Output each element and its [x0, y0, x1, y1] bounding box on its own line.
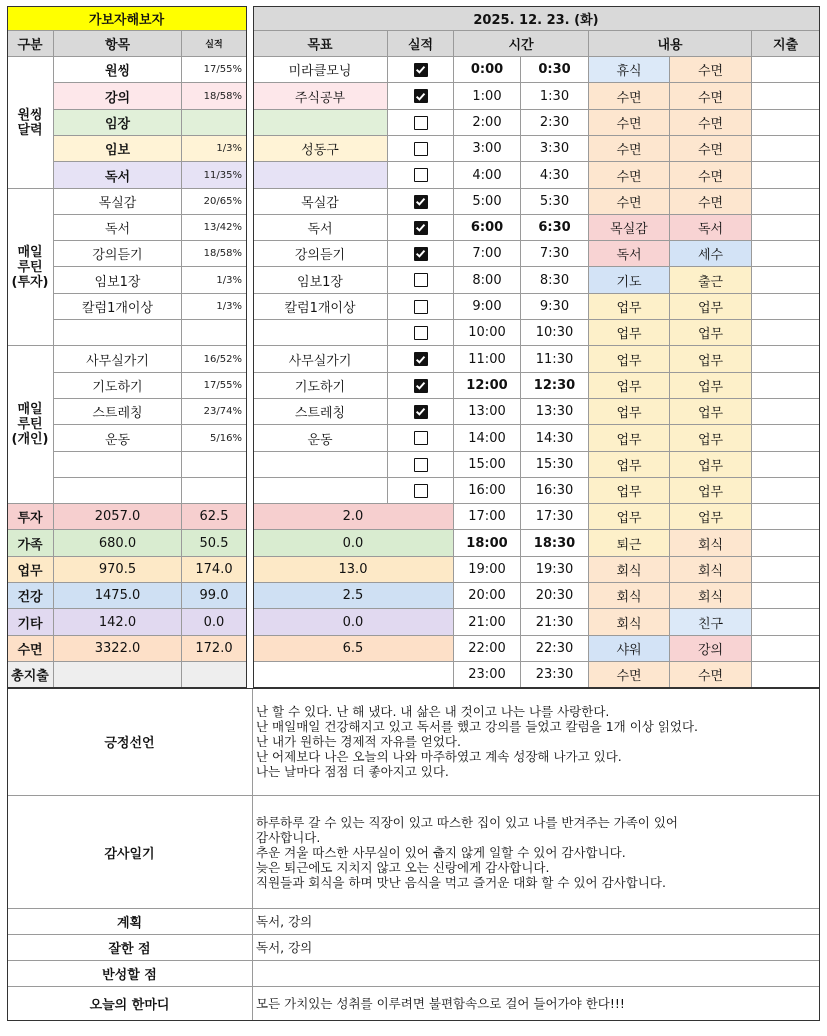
activity-first-half: 업무	[589, 425, 670, 452]
checkbox-checked[interactable]	[414, 89, 428, 103]
gratitude-label: 감사일기	[7, 796, 253, 909]
time-end: 1:30	[521, 83, 589, 110]
summary-value-2: 174.0	[182, 557, 247, 583]
check-cell	[388, 241, 454, 267]
goal-text	[253, 110, 388, 136]
time-end: 3:30	[521, 136, 589, 162]
activity-second-half: 세수	[670, 241, 752, 267]
goal-text: 사무실가기	[253, 346, 388, 373]
sheet-title: 가보자해보자	[7, 6, 247, 31]
time-start: 22:00	[454, 636, 521, 662]
item-label: 목실감	[54, 189, 182, 215]
time-start: 5:00	[454, 189, 521, 215]
goal-text: 스트레칭	[253, 399, 388, 425]
time-start: 18:00	[454, 530, 521, 557]
item-label: 운동	[54, 425, 182, 452]
gratitude-line: 감사합니다.	[256, 829, 321, 845]
checkbox-unchecked[interactable]	[414, 458, 428, 472]
activity-first-half: 업무	[589, 294, 670, 320]
group-label-line: 달력	[17, 122, 43, 138]
expense-cell[interactable]	[752, 189, 820, 215]
time-start: 19:00	[454, 557, 521, 583]
check-cell	[388, 83, 454, 110]
goal-text: 목실감	[253, 189, 388, 215]
header-mokpyo: 목표	[253, 31, 388, 57]
checkbox-checked[interactable]	[414, 63, 428, 77]
summary-label: 총지출	[7, 662, 54, 688]
checkbox-checked[interactable]	[414, 405, 428, 419]
time-start: 17:00	[454, 504, 521, 530]
item-performance: 23/74%	[182, 399, 247, 425]
summary-value-1: 1475.0	[54, 583, 182, 609]
activity-second-half: 업무	[670, 320, 752, 346]
activity-second-half: 수면	[670, 136, 752, 162]
activity-first-half: 샤워	[589, 636, 670, 662]
activity-first-half: 업무	[589, 346, 670, 373]
check-icon	[415, 354, 426, 365]
time-end: 18:30	[521, 530, 589, 557]
goal-text	[253, 320, 388, 346]
gratitude-line: 하루하루 갈 수 있는 직장이 있고 따스한 집이 있고 나를 반겨주는 가족이 있어	[256, 814, 679, 830]
check-cell	[388, 189, 454, 215]
plan-label: 계획	[7, 909, 253, 935]
activity-first-half: 회식	[589, 609, 670, 636]
item-label: 원씽	[54, 57, 182, 83]
today-word-label: 오늘의 한마디	[7, 987, 253, 1021]
checkbox-unchecked[interactable]	[414, 326, 428, 340]
item-label	[54, 320, 182, 346]
goal-text: 운동	[253, 425, 388, 452]
goal-text: 기도하기	[253, 373, 388, 399]
item-performance	[182, 110, 247, 136]
activity-second-half: 강의	[670, 636, 752, 662]
goal-text: 성동구	[253, 136, 388, 162]
activity-second-half: 수면	[670, 83, 752, 110]
expense-cell[interactable]	[752, 57, 820, 83]
today-word-value[interactable]: 모든 가치있는 성취를 이루려면 불편함속으로 걸어 들어가야 한다!!!	[253, 987, 820, 1021]
check-cell	[388, 478, 454, 504]
item-performance: 1/3%	[182, 294, 247, 320]
summary-value-3: 2.0	[253, 504, 454, 530]
group-label-line: (투자)	[11, 274, 49, 290]
expense-cell[interactable]	[752, 373, 820, 399]
group-label-line: 매일	[17, 244, 43, 260]
item-label: 독서	[54, 215, 182, 241]
activity-first-half: 회식	[589, 583, 670, 609]
time-end: 19:30	[521, 557, 589, 583]
header-sigan: 시간	[454, 31, 589, 57]
activity-second-half: 회식	[670, 557, 752, 583]
time-start: 13:00	[454, 399, 521, 425]
item-performance: 5/16%	[182, 425, 247, 452]
activity-first-half: 업무	[589, 399, 670, 425]
check-cell	[388, 57, 454, 83]
item-performance: 13/42%	[182, 215, 247, 241]
time-end: 12:30	[521, 373, 589, 399]
activity-second-half: 수면	[670, 57, 752, 83]
time-end: 21:30	[521, 609, 589, 636]
item-performance: 18/58%	[182, 241, 247, 267]
activity-second-half: 업무	[670, 425, 752, 452]
affirmation-line: 난 내가 원하는 경제적 자유를 얻었다.	[256, 734, 461, 749]
time-start: 20:00	[454, 583, 521, 609]
summary-label: 기타	[7, 609, 54, 636]
group-label-line: 원씽	[17, 107, 43, 123]
item-performance: 18/58%	[182, 83, 247, 110]
plan-value[interactable]: 독서, 강의	[253, 909, 820, 935]
time-start: 0:00	[454, 57, 521, 83]
time-start: 2:00	[454, 110, 521, 136]
activity-first-half: 업무	[589, 320, 670, 346]
activity-first-half: 기도	[589, 267, 670, 294]
expense-cell[interactable]	[752, 452, 820, 478]
time-end: 2:30	[521, 110, 589, 136]
group-label-line: (개인)	[11, 432, 49, 447]
group-label-line: 루틴	[17, 417, 43, 432]
item-label: 임보1장	[54, 267, 182, 294]
activity-first-half: 독서	[589, 241, 670, 267]
summary-value-1: 3322.0	[54, 636, 182, 662]
time-end: 11:30	[521, 346, 589, 373]
goal-text: 주식공부	[253, 83, 388, 110]
activity-first-half: 업무	[589, 478, 670, 504]
expense-cell[interactable]	[752, 241, 820, 267]
time-end: 10:30	[521, 320, 589, 346]
activity-second-half: 독서	[670, 215, 752, 241]
affirmation-line: 난 매일매일 건강해지고 있고 독서를 했고 강의를 들었고 칼럼을 1개 이상 읽었다.	[256, 719, 699, 734]
activity-first-half: 회식	[589, 557, 670, 583]
time-start: 10:00	[454, 320, 521, 346]
item-label: 강의듣기	[54, 241, 182, 267]
activity-first-half: 업무	[589, 373, 670, 399]
time-start: 1:00	[454, 83, 521, 110]
activity-first-half: 수면	[589, 83, 670, 110]
check-cell	[388, 136, 454, 162]
activity-first-half: 수면	[589, 136, 670, 162]
header-jichul: 지출	[752, 31, 820, 57]
time-end: 0:30	[521, 57, 589, 83]
header-silj: 실적	[388, 31, 454, 57]
activity-first-half: 휴식	[589, 57, 670, 83]
expense-cell[interactable]	[752, 478, 820, 504]
checkbox-unchecked[interactable]	[414, 168, 428, 182]
time-end: 17:30	[521, 504, 589, 530]
check-cell	[388, 346, 454, 373]
activity-second-half: 업무	[670, 452, 752, 478]
summary-value-2	[182, 662, 247, 688]
goal-text	[253, 452, 388, 478]
expense-cell[interactable]	[752, 636, 820, 662]
time-start: 11:00	[454, 346, 521, 373]
affirmation-line: 난 할 수 있다. 난 해 냈다. 내 삶은 내 것이고 나는 나를 사랑한다.	[256, 704, 610, 719]
goal-text	[253, 162, 388, 189]
time-end: 5:30	[521, 189, 589, 215]
summary-value-1: 970.5	[54, 557, 182, 583]
checkbox-checked[interactable]	[414, 247, 428, 261]
summary-value-3: 0.0	[253, 530, 454, 557]
date-title: 2025. 12. 23. (화)	[253, 6, 820, 31]
gratitude-line: 직원들과 회식을 하며 맛난 음식을 먹고 즐거운 대화 할 수 있어 감사합니다.	[256, 874, 666, 890]
summary-value-1: 2057.0	[54, 504, 182, 530]
check-icon	[415, 380, 426, 391]
checkbox-checked[interactable]	[414, 221, 428, 235]
item-performance	[182, 478, 247, 504]
check-cell	[388, 294, 454, 320]
affirmation-label: 긍정선언	[7, 688, 253, 796]
check-icon	[415, 196, 426, 207]
expense-cell[interactable]	[752, 662, 820, 688]
reflection-value[interactable]	[253, 961, 820, 987]
affirmation-line: 나는 날마다 점점 더 좋아지고 있다.	[256, 764, 449, 779]
expense-cell[interactable]	[752, 267, 820, 294]
goal-text: 강의듣기	[253, 241, 388, 267]
header-naeyong: 내용	[589, 31, 752, 57]
item-performance: 1/3%	[182, 136, 247, 162]
check-icon	[415, 222, 426, 233]
activity-second-half: 업무	[670, 373, 752, 399]
summary-value-1: 142.0	[54, 609, 182, 636]
item-performance: 17/55%	[182, 57, 247, 83]
summary-value-3: 2.5	[253, 583, 454, 609]
activity-second-half: 수면	[670, 189, 752, 215]
checkbox-checked[interactable]	[414, 195, 428, 209]
time-end: 7:30	[521, 241, 589, 267]
summary-label: 가족	[7, 530, 54, 557]
summary-value-3	[253, 662, 454, 688]
summary-value-3: 6.5	[253, 636, 454, 662]
item-label: 사무실가기	[54, 346, 182, 373]
goal-text	[253, 478, 388, 504]
checkbox-unchecked[interactable]	[414, 142, 428, 156]
item-performance: 17/55%	[182, 373, 247, 399]
time-end: 4:30	[521, 162, 589, 189]
time-start: 14:00	[454, 425, 521, 452]
good-points-value[interactable]: 독서, 강의	[253, 935, 820, 961]
item-label: 기도하기	[54, 373, 182, 399]
check-icon	[415, 406, 426, 417]
group-label-line: 루틴	[17, 259, 43, 275]
expense-cell[interactable]	[752, 346, 820, 373]
checkbox-unchecked[interactable]	[414, 431, 428, 445]
item-label: 독서	[54, 162, 182, 189]
activity-second-half: 업무	[670, 399, 752, 425]
check-cell	[388, 425, 454, 452]
expense-cell[interactable]	[752, 530, 820, 557]
time-start: 16:00	[454, 478, 521, 504]
expense-cell[interactable]	[752, 609, 820, 636]
activity-second-half: 업무	[670, 294, 752, 320]
item-label	[54, 452, 182, 478]
gratitude-value[interactable]	[253, 796, 820, 909]
time-end: 13:30	[521, 399, 589, 425]
activity-second-half: 친구	[670, 609, 752, 636]
checkbox-unchecked[interactable]	[414, 300, 428, 314]
activity-second-half: 수면	[670, 162, 752, 189]
time-start: 4:00	[454, 162, 521, 189]
expense-cell[interactable]	[752, 162, 820, 189]
activity-second-half: 수면	[670, 110, 752, 136]
item-performance	[182, 452, 247, 478]
time-start: 12:00	[454, 373, 521, 399]
summary-label: 업무	[7, 557, 54, 583]
activity-second-half: 업무	[670, 478, 752, 504]
time-end: 22:30	[521, 636, 589, 662]
item-label: 임장	[54, 110, 182, 136]
goal-text: 미라클모닝	[253, 57, 388, 83]
gratitude-line: 추운 겨울 따스한 사무실이 있어 춥지 않게 일할 수 있어 감사합니다.	[256, 844, 626, 860]
check-icon	[415, 248, 426, 259]
expense-cell[interactable]	[752, 294, 820, 320]
activity-second-half: 회식	[670, 583, 752, 609]
time-start: 6:00	[454, 215, 521, 241]
expense-cell[interactable]	[752, 320, 820, 346]
item-performance: 1/3%	[182, 267, 247, 294]
time-start: 15:00	[454, 452, 521, 478]
checkbox-unchecked[interactable]	[414, 273, 428, 287]
header-hangmok: 항목	[54, 31, 182, 57]
time-end: 9:30	[521, 294, 589, 320]
check-cell	[388, 373, 454, 399]
activity-first-half: 수면	[589, 110, 670, 136]
time-end: 20:30	[521, 583, 589, 609]
time-start: 21:00	[454, 609, 521, 636]
group-label	[7, 57, 54, 189]
goal-text: 임보1장	[253, 267, 388, 294]
summary-value-1: 680.0	[54, 530, 182, 557]
checkbox-checked[interactable]	[414, 352, 428, 366]
summary-label: 수면	[7, 636, 54, 662]
check-icon	[415, 64, 426, 75]
group-label	[7, 189, 54, 346]
time-end: 23:30	[521, 662, 589, 688]
header-gubun: 구분	[7, 31, 54, 57]
good-points-label: 잘한 점	[7, 935, 253, 961]
time-start: 8:00	[454, 267, 521, 294]
item-performance	[182, 320, 247, 346]
expense-cell[interactable]	[752, 504, 820, 530]
expense-cell[interactable]	[752, 399, 820, 425]
check-cell	[388, 399, 454, 425]
summary-value-2: 172.0	[182, 636, 247, 662]
activity-first-half: 업무	[589, 452, 670, 478]
expense-cell[interactable]	[752, 583, 820, 609]
time-start: 23:00	[454, 662, 521, 688]
item-performance: 11/35%	[182, 162, 247, 189]
summary-value-2: 0.0	[182, 609, 247, 636]
item-label: 강의	[54, 83, 182, 110]
expense-cell[interactable]	[752, 83, 820, 110]
summary-value-3: 0.0	[253, 609, 454, 636]
activity-first-half: 수면	[589, 662, 670, 688]
expense-cell[interactable]	[752, 215, 820, 241]
expense-cell[interactable]	[752, 557, 820, 583]
activity-first-half: 수면	[589, 189, 670, 215]
activity-second-half: 회식	[670, 530, 752, 557]
gratitude-line: 늦은 퇴근에도 지치지 않고 오는 신랑에게 감사합니다.	[256, 859, 550, 875]
time-end: 14:30	[521, 425, 589, 452]
item-performance: 20/65%	[182, 189, 247, 215]
activity-first-half: 목실감	[589, 215, 670, 241]
time-start: 3:00	[454, 136, 521, 162]
check-cell	[388, 162, 454, 189]
goal-text: 독서	[253, 215, 388, 241]
time-start: 9:00	[454, 294, 521, 320]
time-end: 8:30	[521, 267, 589, 294]
summary-value-2: 99.0	[182, 583, 247, 609]
goal-text: 칼럼1개이상	[253, 294, 388, 320]
expense-cell[interactable]	[752, 136, 820, 162]
expense-cell[interactable]	[752, 110, 820, 136]
check-icon	[415, 91, 426, 102]
checkbox-unchecked[interactable]	[414, 484, 428, 498]
group-label	[7, 346, 54, 504]
item-label: 임보	[54, 136, 182, 162]
summary-value-2: 62.5	[182, 504, 247, 530]
affirmation-value[interactable]	[253, 688, 820, 796]
activity-first-half: 수면	[589, 162, 670, 189]
check-cell	[388, 110, 454, 136]
time-end: 15:30	[521, 452, 589, 478]
summary-value-1	[54, 662, 182, 688]
checkbox-unchecked[interactable]	[414, 116, 428, 130]
expense-cell[interactable]	[752, 425, 820, 452]
check-cell	[388, 320, 454, 346]
affirmation-line: 난 어제보다 나은 오늘의 나와 마주하였고 계속 성장해 나가고 있다.	[256, 749, 622, 764]
summary-label: 투자	[7, 504, 54, 530]
item-label: 칼럼1개이상	[54, 294, 182, 320]
activity-first-half: 업무	[589, 504, 670, 530]
activity-second-half: 수면	[670, 662, 752, 688]
activity-second-half: 업무	[670, 504, 752, 530]
check-cell	[388, 452, 454, 478]
group-label-line: 매일	[17, 402, 43, 417]
activity-second-half: 출근	[670, 267, 752, 294]
time-end: 6:30	[521, 215, 589, 241]
item-performance: 16/52%	[182, 346, 247, 373]
time-end: 16:30	[521, 478, 589, 504]
summary-value-3: 13.0	[253, 557, 454, 583]
activity-second-half: 업무	[670, 346, 752, 373]
check-cell	[388, 215, 454, 241]
summary-label: 건강	[7, 583, 54, 609]
checkbox-checked[interactable]	[414, 379, 428, 393]
item-label: 스트레칭	[54, 399, 182, 425]
summary-value-2: 50.5	[182, 530, 247, 557]
activity-first-half: 퇴근	[589, 530, 670, 557]
check-cell	[388, 267, 454, 294]
reflection-label: 반성할 점	[7, 961, 253, 987]
header-silj-small: 실적	[182, 31, 247, 57]
item-label	[54, 478, 182, 504]
time-start: 7:00	[454, 241, 521, 267]
